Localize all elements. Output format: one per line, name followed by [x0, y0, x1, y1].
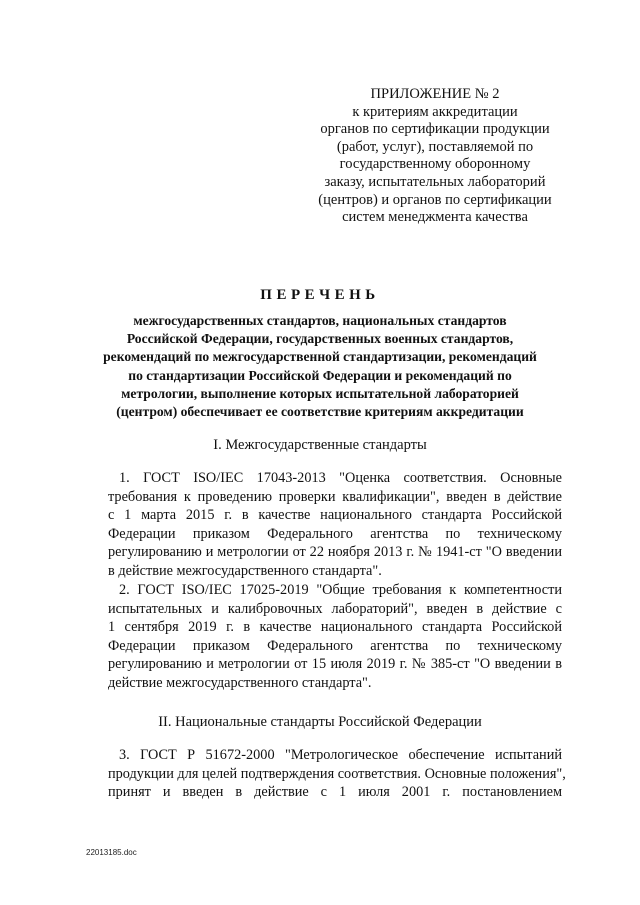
subtitle-line: межгосударственных стандартов, национальных стандартов	[133, 313, 507, 328]
paragraph-line: действие межгосударственного стандарта".	[108, 674, 372, 691]
paragraph-line: Федерации приказом Федерального агентства по техническому	[108, 637, 562, 654]
section-heading-1: I. Межгосударственные стандарты	[213, 437, 427, 453]
paragraph-item-3	[108, 746, 566, 802]
paragraph-line: регулированию и метрологии от 15 июля 2019 г. № 385-ст "О введении в	[108, 656, 562, 673]
appendix-line: систем менеджмента качества	[342, 209, 528, 226]
document-title: ПЕРЕЧЕНЬ	[260, 287, 380, 303]
subtitle-line: по стандартизации Российской Федерации и рекомендаций по	[128, 367, 512, 383]
paragraph-line: принят и введен в действие с 1 июля 2001 г. постановлением	[108, 784, 562, 801]
paragraph-item-1	[108, 469, 562, 581]
subtitle-line: рекомендаций по межгосударственной стандартизации, рекомендаций	[103, 349, 537, 365]
document-subtitle	[100, 312, 540, 421]
subtitle-line: (центром) обеспечивает ее соответствие критериям аккредитации	[116, 404, 524, 420]
paragraph-line: испытательных и калибровочных лабораторий", введен в действие с	[108, 600, 562, 617]
appendix-header	[300, 86, 570, 227]
appendix-line: государственному оборонному	[339, 156, 531, 173]
paragraph-line: с 1 марта 2015 г. в качестве национального стандарта Российской	[108, 507, 562, 524]
subtitle-line: Российской Федерации, государственных военных стандартов,	[126, 331, 514, 347]
appendix-line: к критериям аккредитации	[352, 103, 518, 120]
paragraph-line: продукции для целей подтверждения соответствия. Основные положения",	[108, 765, 566, 782]
paragraph-line: 2. ГОСТ ISO/IEC 17025-2019 "Общие требования к компетентности	[119, 582, 562, 598]
appendix-line: органов по сертификации продукции	[320, 121, 550, 138]
appendix-line: заказу, испытательных лабораторий	[324, 173, 546, 190]
paragraph-line: регулированию и метрологии от 22 ноября 2013 г. № 1941-ст "О введении	[108, 544, 562, 561]
paragraph-line: 3. ГОСТ Р 51672-2000 "Метрологическое обеспечение испытаний	[119, 747, 562, 763]
paragraph-item-2	[108, 581, 562, 693]
paragraph-line: требования к проведению проверки квалификации", введен в действие	[108, 488, 562, 505]
paragraph-line: Федерации приказом Федерального агентства по техническому	[108, 525, 562, 542]
section-heading-2: II. Национальные стандарты Российской Федерации	[158, 714, 482, 730]
appendix-line: (центров) и органов по сертификации	[318, 191, 552, 208]
appendix-title: ПРИЛОЖЕНИЕ № 2	[370, 86, 500, 102]
subtitle-line: метрологии, выполнение которых испытательной лабораторией	[121, 385, 519, 401]
file-name-footer: 22013185.doc	[86, 848, 137, 857]
paragraph-line: 1 сентября 2019 г. в качестве национального стандарта Российской	[108, 619, 562, 636]
appendix-line: (работ, услуг), поставляемой по	[336, 138, 534, 155]
paragraph-line: 1. ГОСТ ISO/IEC 17043-2013 "Оценка соответствия. Основные	[119, 470, 562, 486]
paragraph-line: в действие межгосударственного стандарта".	[108, 562, 382, 579]
